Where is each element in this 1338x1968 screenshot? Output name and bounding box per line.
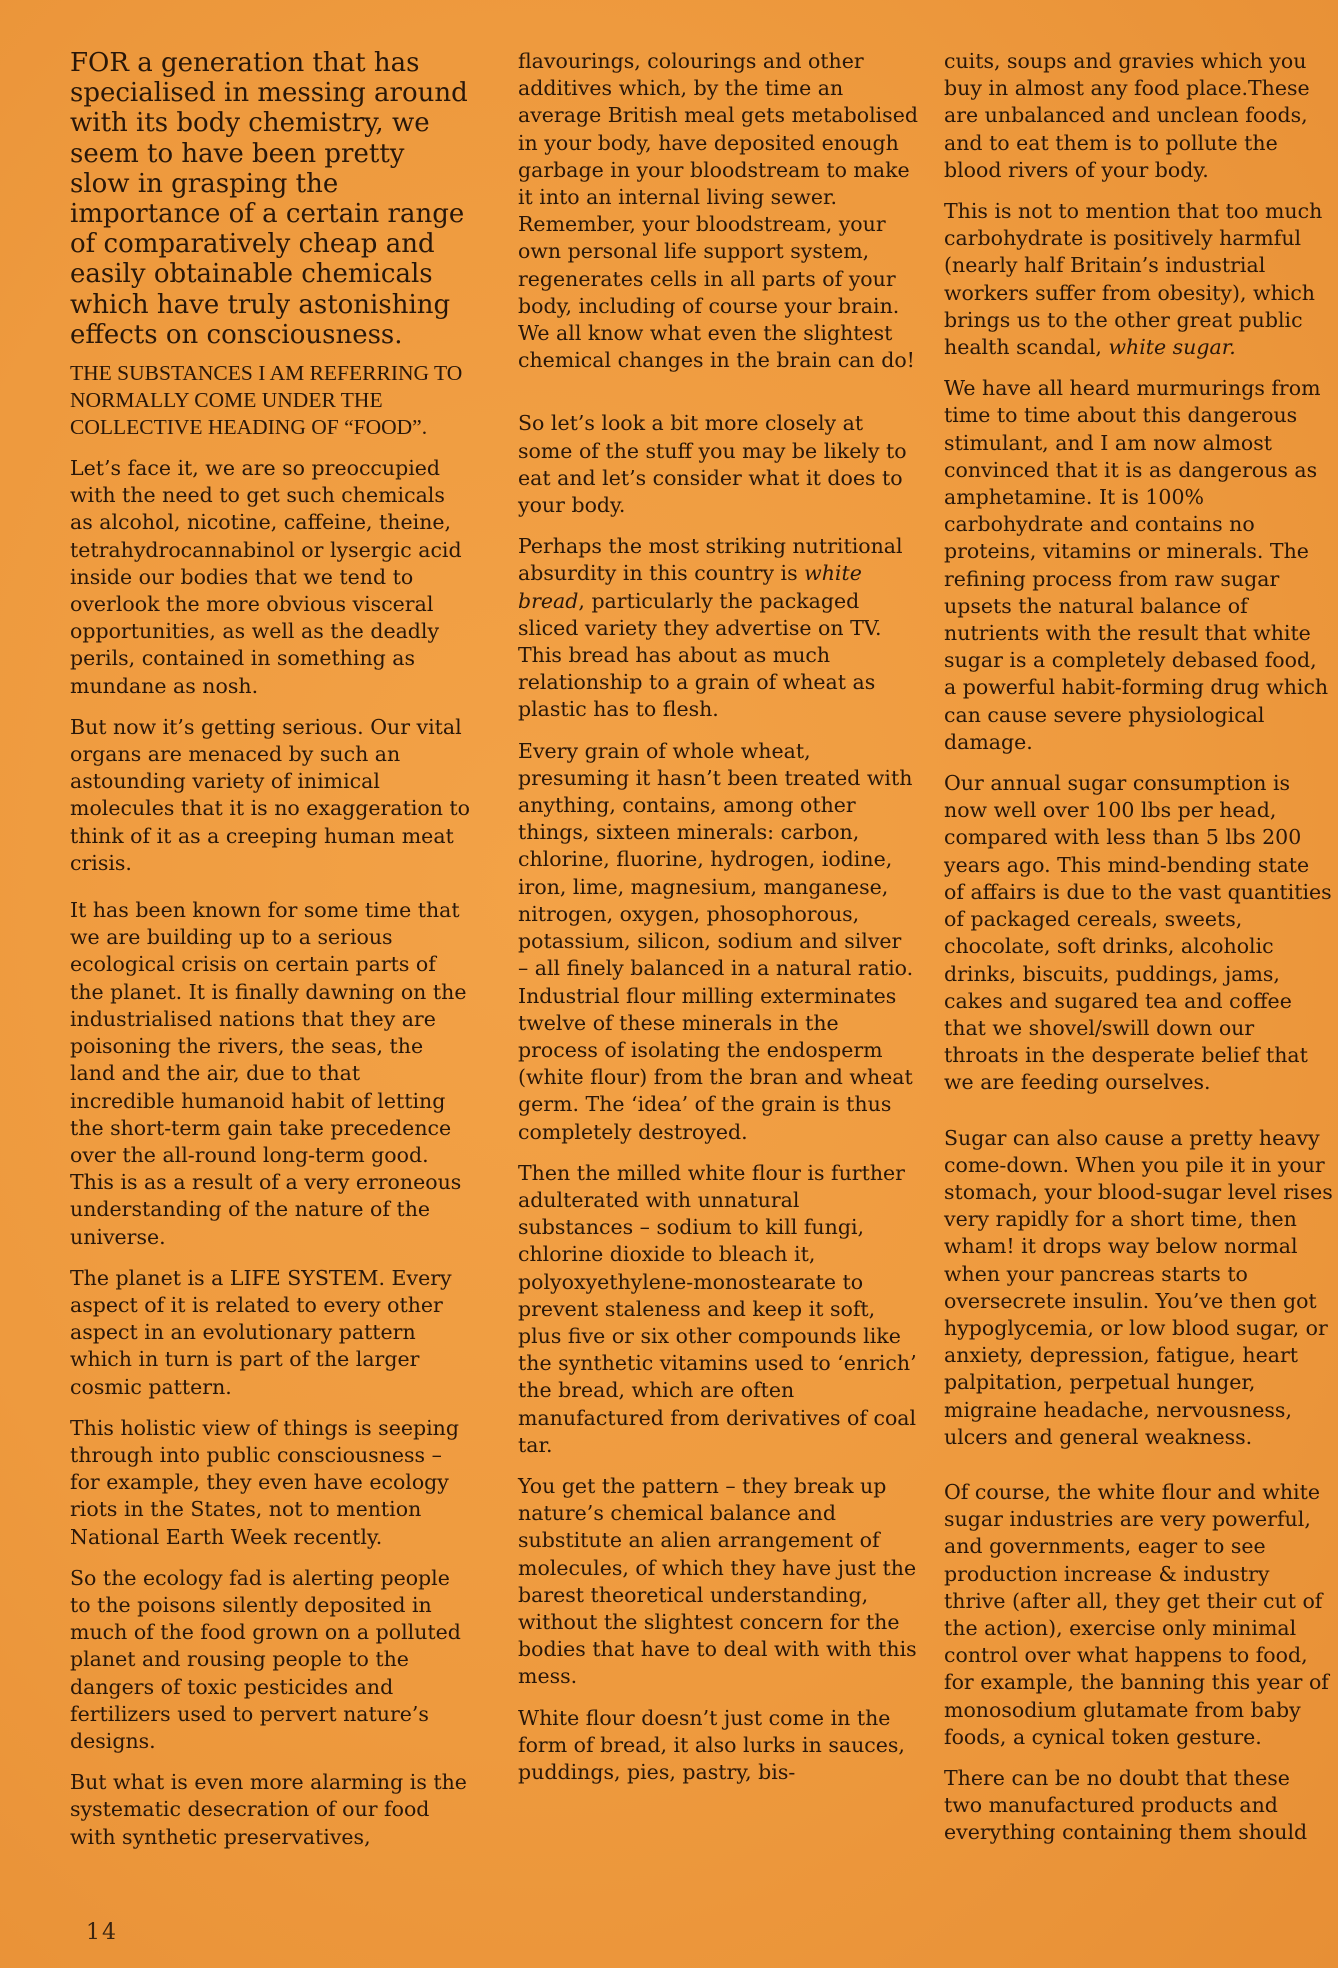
paragraph: It has been known for some time that we are building up to a serious ecological crisis on certain parts of the planet. It is finally dawning on the industrialised nations that they are poisoning the rivers, the seas, the land and the air, due to that incredible humanoid habit of letting the short-term gain take precedence over the all-round long-term good. This is as a result of a very erroneous understanding of the nature of the universe. <box>70 898 467 1249</box>
column-1 <box>70 48 470 1865</box>
paragraph: Sugar can also cause a pretty heavy come-down. When you pile it in your stomach, your blood-sugar level rises very rapidly for a short time, then wham! it drops way below normal when your pancreas starts to oversecrete insulin. You’ve then got hypoglycemia, or low blood sugar, or anxiety, depression, fatigue, heart palpitation, perpetual hunger, migraine headache, nervousness, ulcers and general weakness. <box>944 1125 1333 1449</box>
text-run: , particularly the packaged sliced variety they advertise on TV. This bread has about as much relationship to a grain of wheat as plastic has to flesh. <box>518 588 882 722</box>
emphasis-white-sugar: white sugar. <box>1108 335 1236 360</box>
paragraph: Let’s face it, we are so preoccupied with the need to get such chemicals as alcohol, nicotine, caffeine, theine, tetrahydrocannabinol or lysergic acid inside our bodies that we tend to overlook the more obvious visceral opportunities, as well as the deadly perils, contained in something as mundane as nosh. <box>70 456 462 698</box>
lead-paragraph: FOR a generation that has specialised in messing around with its body chemistry, we seem to have been pretty slow in grasping the importance of a certain range of comparatively cheap and easily obtainable chemicals which have truly astonishing effects on consciousness. <box>70 48 468 350</box>
text-run: This is not to mention that too much carbohydrate is positively harmful (nearly half Britain’s industrial workers suffer from obesity), which brings us to the other great public health scandal, <box>944 199 1323 360</box>
paragraph: White flour doesn’t just come in the form of bread, it also lurks in sauces, puddings, pies, pastry, bis- <box>518 1705 905 1784</box>
paragraph: Every grain of whole wheat, presuming it hasn’t been treated with anything, contains, among other things, sixteen minerals: carbon, chlorine, fluorine, hydrogen, iodine, iron, lime, magnesium, manganese, nitrogen, oxygen, phosophorous, potassium, silicon, sodium and silver – all finely balanced in a natural ratio. Industrial flour milling exterminates twelve of these minerals in the process of isolating the endosperm (white flour) from the bran and wheat germ. The ‘idea’ of the grain is thus completely destroyed. <box>518 738 914 1144</box>
text-run: Perhaps the most striking nutritional absurdity in this country is <box>518 534 903 586</box>
page-number: 14 <box>86 1920 118 1945</box>
paragraph: Then the milled white flour is further adulterated with unnatural substances – sodium to kill fungi, chlorine dioxide to bleach it, polyoxyethylene-monostearate to prevent staleness and keep it soft, plus five or six other compounds like the synthetic vitamins used to ‘enrich’ the bread, which are often manufactured from derivatives of coal tar. <box>518 1160 917 1457</box>
paragraph: You get the pattern – they break up nature’s chemical balance and substitute an alien arrangement of molecules, of which they have just the barest theoretical understanding, without the slightest concern for the bodies that have to deal with with this mess. <box>518 1473 917 1689</box>
paragraph: So let’s look a bit more closely at some of the stuff you may be likely to eat and let’s consider what it does to your body. <box>518 411 907 518</box>
paragraph: Our annual sugar consumption is now well over 100 lbs per head, compared with less than 5 lbs 200 years ago. This mind-bending state of affairs is due to the vast quantities of packaged cereals, sweets, chocolate, soft drinks, alcoholic drinks, biscuits, puddings, jams, cakes and sugared tea and coffee that we shovel/swill down our throats in the desperate belief that we are feeding ourselves. <box>944 771 1332 1095</box>
section-heading: THE SUBSTANCES I AM REFERRING TO NORMALLY COME UNDER THE COLLECTIVE HEADING OF “FOOD”. <box>70 361 463 440</box>
column-2 <box>518 48 918 1800</box>
paragraph: flavourings, colourings and other additives which, by the time an average British meal gets metabolised in your body, have deposited enough garbage in your bloodstream to make it into an internal living sewer. Remember, your bloodstream, your own personal life support system, regenerates cells in all parts of your body, including of course your brain. We all know what even the slightest chemical changes in the brain can do! <box>518 49 918 373</box>
paragraph: We have all heard murmurings from time to time about this dangerous stimulant, and I am now almost convinced that it is as dangerous as amphetamine. It is 100% carbohydrate and contains no proteins, vitamins or minerals. The refining process from raw sugar upsets the natural balance of nutrients with the result that white sugar is a completely debased food, a powerful habit-forming drug which can cause severe physiological damage. <box>944 376 1329 754</box>
paragraph <box>944 198 1334 361</box>
paragraph: But what is even more alarming is the systematic desecration of our food with synthetic preservatives, <box>70 1770 467 1849</box>
paragraph: The planet is a LIFE SYSTEM. Every aspect of it is related to every other aspect in an evolutionary pattern which in turn is part of the larger cosmic pattern. <box>70 1265 452 1399</box>
paragraph: But now it’s getting serious. Our vital organs are menaced by such an astounding variety of inimical molecules that it is no exaggeration to think of it as a creeping human meat crisis. <box>70 714 471 875</box>
paragraph: Of course, the white flour and white sugar industries are very powerful, and governments, eager to see production increase & industry thrive (after all, they get their cut of the action), exercise only minimal control over what happens to food, for example, the banning this year of monosodium glutamate from baby foods, a cynical token gesture. <box>944 1479 1329 1749</box>
emphasis-white-bread: white bread <box>518 561 862 613</box>
paragraph: There can be no doubt that these two manufactured products and everything containing them should <box>944 1765 1308 1845</box>
paragraph: So the ecology fad is alerting people to the poisons silently deposited in much of the food grown on a polluted planet and rousing people to the dangers of toxic pesticides and fertilizers used to pervert nature’s designs. <box>70 1565 461 1753</box>
column-3 <box>944 48 1334 1861</box>
paragraph <box>518 533 918 723</box>
paragraph: This holistic view of things is seeping through into public consciousness – for example, they even have ecology riots in the States, not to mention National Earth Week recently. <box>70 1415 459 1549</box>
paragraph: cuits, soups and gravies which you buy in almost any food place.These are unbalanced and unclean foods, and to eat them is to pollute the blood rivers of your body. <box>944 49 1310 182</box>
